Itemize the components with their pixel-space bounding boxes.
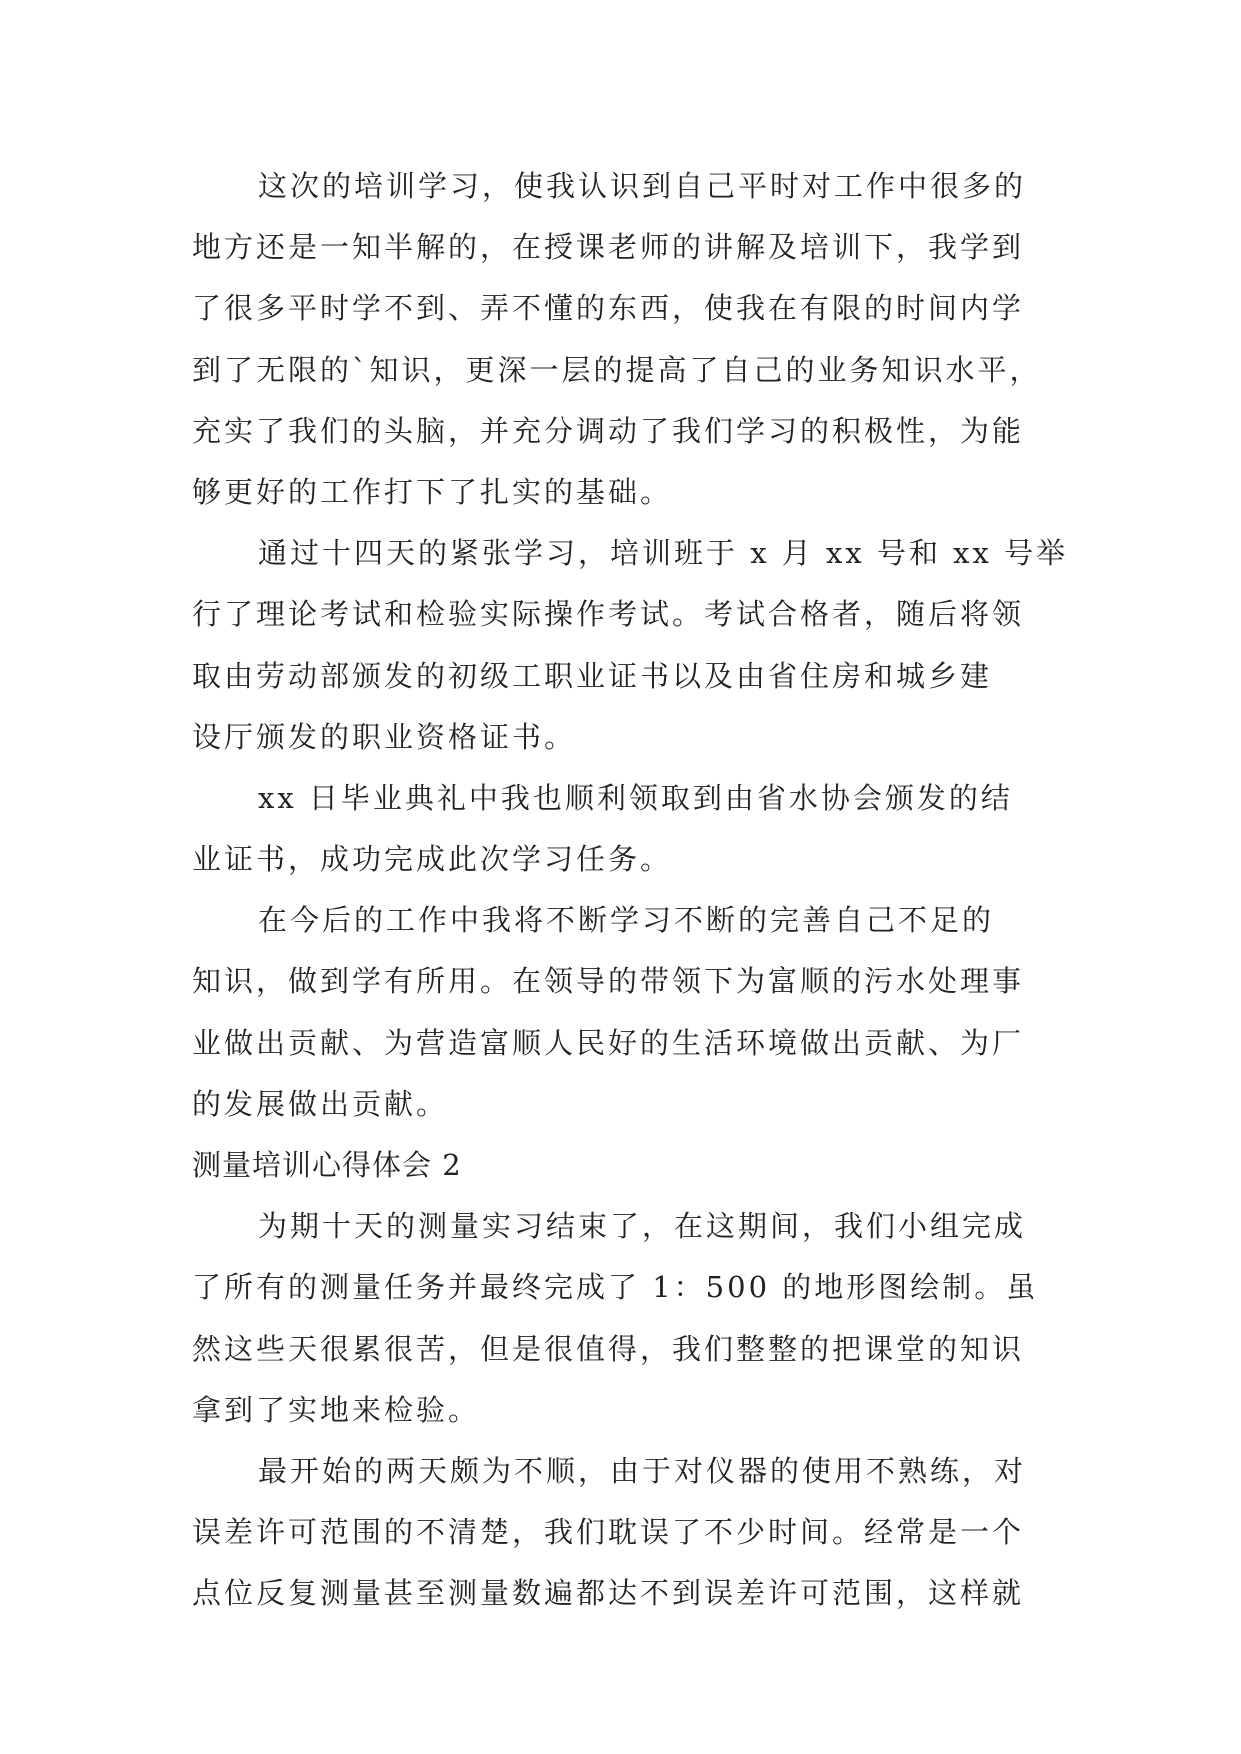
text-line: 行了理论考试和检验实际操作考试。考试合格者，随后将领 xyxy=(192,597,1025,632)
text-line: 然这些天很累很苦，但是很值得，我们整整的把课堂的知识 xyxy=(192,1331,1025,1366)
text-line: 地方还是一知半解的，在授课老师的讲解及培训下，我学到 xyxy=(192,230,1025,265)
text-line: 的发展做出贡献。 xyxy=(192,1086,449,1121)
text-line: 设厅颁发的职业资格证书。 xyxy=(192,719,577,754)
text-line: 在今后的工作中我将不断学习不断的完善自己不足的 xyxy=(258,903,995,938)
text-line: 拿到了实地来检验。 xyxy=(192,1392,481,1427)
text-line: 误差许可范围的不清楚，我们耽误了不少时间。经常是一个 xyxy=(192,1515,1025,1550)
text-line: 为期十天的测量实习结束了，在这期间，我们小组完成 xyxy=(258,1209,1027,1244)
text-line: 通过十四天的紧张学习，培训班于 x 月 xx 号和 xx 号举 xyxy=(258,536,1069,571)
text-line: 这次的培训学习，使我认识到自己平时对工作中很多的 xyxy=(258,169,1027,203)
text-line: 够更好的工作打下了扎实的基础。 xyxy=(192,474,673,509)
text-line: 业做出贡献、为营造富顺人民好的生活环境做出贡献、为厂 xyxy=(192,1025,1025,1060)
text-line: 充实了我们的头脑，并充分调动了我们学习的积极性，为能 xyxy=(192,413,1025,448)
text-line: 取由劳动部颁发的初级工职业证书以及由省住房和城乡建 xyxy=(192,658,993,693)
text-line: 业证书，成功完成此次学习任务。 xyxy=(192,842,673,877)
text-line: 点位反复测量甚至测量数遍都达不到误差许可范围，这样就 xyxy=(192,1576,1025,1611)
document-body xyxy=(192,156,1069,1625)
section-heading: 测量培训心得体会 2 xyxy=(192,1148,462,1182)
text-line: xx 日毕业典礼中我也顺利领取到由省水协会颁发的结 xyxy=(258,780,1013,815)
text-line: 到了无限的`知识，更深一层的提高了自己的业务知识水平， xyxy=(192,352,1042,387)
text-line: 最开始的两天颇为不顺，由于对仪器的使用不熟练，对 xyxy=(258,1453,1027,1488)
text-line: 了所有的测量任务并最终完成了 1：500 的地形图绘制。虽 xyxy=(192,1270,1039,1305)
text-line: 知识，做到学有所用。在领导的带领下为富顺的污水处理事 xyxy=(192,964,1025,999)
text-line: 了很多平时学不到、弄不懂的东西，使我在有限的时间内学 xyxy=(192,291,1025,326)
